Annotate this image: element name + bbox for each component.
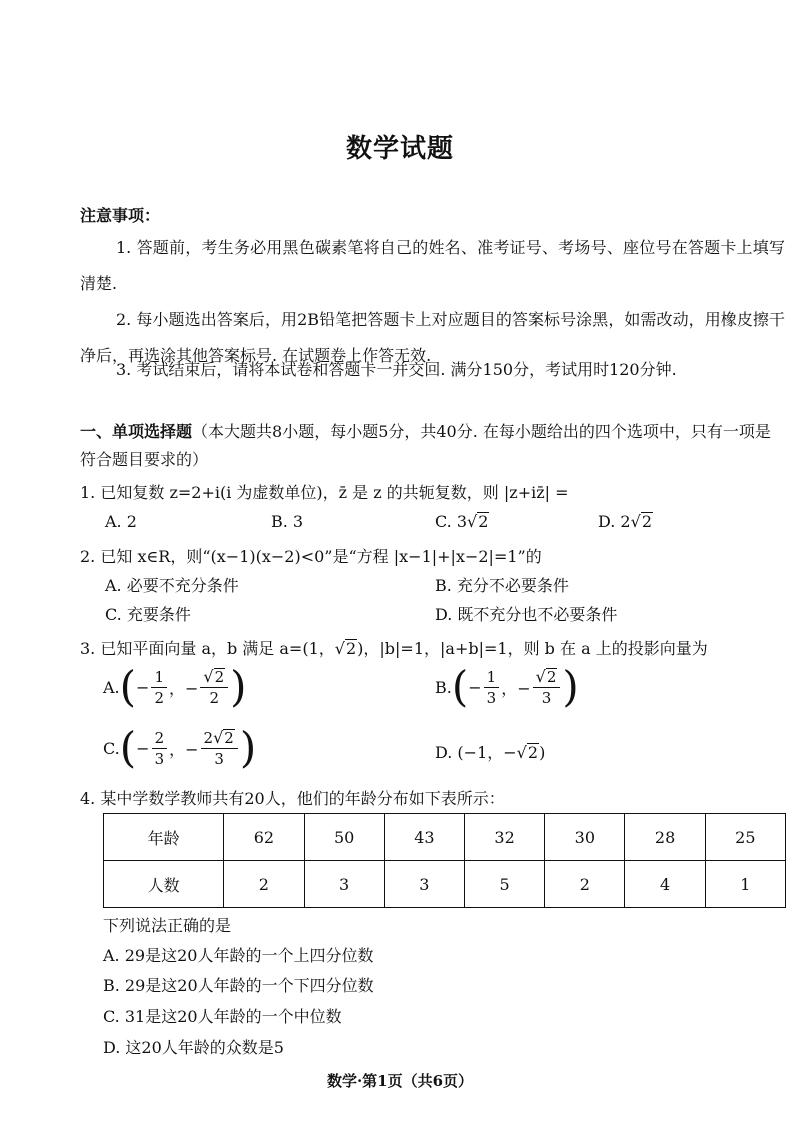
q3-option-b: B. ( − $\frac{1}{3}$ ，− $\frac{√2}{3}$ ) bbox=[435, 662, 579, 711]
sqrt-icon: √ bbox=[535, 666, 546, 686]
q3-option-d bbox=[435, 740, 545, 763]
notice-item-3: 3. 考试结束后，请将本试卷和答题卡一并交回. 满分150分，考试用时120分钟. bbox=[116, 360, 677, 379]
page-title: 数学试题 bbox=[345, 134, 454, 164]
table-cell: 32 bbox=[464, 814, 544, 861]
table-cell: 43 bbox=[384, 814, 464, 861]
q2-option-d: D. 既不充分也不必要条件 bbox=[435, 605, 618, 624]
q3-option-d-pre: D. (−1，− bbox=[435, 743, 517, 762]
section-heading bbox=[80, 418, 785, 474]
q3-option-a: A. ( − $\frac{1}{2}$ ，− $\frac{√2}{2}$ ) bbox=[103, 662, 247, 711]
sqrt-icon: √ bbox=[203, 666, 214, 686]
q2-option-a: A. 必要不充分条件 bbox=[105, 576, 239, 595]
table-row-label: 年龄 bbox=[104, 814, 224, 861]
q1-option-c-radicand: 2 bbox=[478, 512, 489, 531]
notice-heading: 注意事项： bbox=[80, 206, 161, 225]
right-paren-icon: ) bbox=[230, 662, 247, 711]
q3-option-c-frac2: $\frac{2√2}{3}$ bbox=[201, 729, 238, 768]
table-cell: 2 bbox=[545, 861, 625, 908]
sqrt-icon: √ bbox=[516, 743, 527, 762]
q3-option-a-frac2: $\frac{√2}{2}$ bbox=[200, 668, 228, 707]
q3-stem-post: )，|b|=1，|a+b|=1，则 b 在 a 上的投影向量为 bbox=[357, 639, 708, 658]
q1-stem: 1. 已知复数 z=2+i(i 为虚数单位)，z̄ 是 z 的共轭复数，则 |z+iz̄| = bbox=[80, 483, 569, 502]
sqrt-icon: √ bbox=[213, 727, 224, 747]
q2-option-c: C. 充要条件 bbox=[105, 605, 191, 624]
table-cell: 25 bbox=[705, 814, 785, 861]
q1-option-c-coef: C. 3 bbox=[435, 512, 468, 531]
table-cell: 50 bbox=[304, 814, 384, 861]
q2-stem: 2. 已知 x∈R，则“(x−1)(x−2)<0”是“方程 |x−1|+|x−2|=1”的 bbox=[80, 547, 542, 566]
sqrt-icon: √ bbox=[334, 639, 345, 658]
q3-option-d-post: ) bbox=[539, 743, 546, 762]
q1-option-d-radicand: 2 bbox=[641, 512, 652, 531]
q3-option-d-radicand: 2 bbox=[527, 743, 539, 762]
q4-stem: 4. 某中学数学教师共有20人，他们的年龄分布如下表所示： bbox=[80, 789, 505, 808]
notice-item-2: 2. 每小题选出答案后，用2B铅笔把答题卡上对应题目的答案标号涂黑，如需改动，用橡皮擦干净后，再选涂其他答案标号. 在试题卷上作答无效. bbox=[80, 310, 785, 365]
q3-option-b-frac2: $\frac{√2}{3}$ bbox=[533, 668, 561, 707]
q4-option-d: D. 这20人年龄的众数是5 bbox=[103, 1038, 284, 1057]
q3-option-c-label: C. bbox=[103, 738, 120, 758]
notice-item-1: 1. 答题前，考生务必用黑色碳素笔将自己的姓名、准考证号、考场号、座位号在答题卡上填写清楚. bbox=[80, 238, 785, 293]
table-cell: 1 bbox=[705, 861, 785, 908]
table-cell: 2 bbox=[224, 861, 304, 908]
q1-option-c bbox=[435, 512, 489, 531]
q4-option-b: B. 29是这20人年龄的一个下四分位数 bbox=[103, 976, 374, 995]
table-cell: 30 bbox=[545, 814, 625, 861]
table-cell: 3 bbox=[304, 861, 384, 908]
q1-option-d bbox=[598, 512, 653, 531]
q3-stem-radicand: 2 bbox=[345, 639, 357, 658]
sqrt-icon: √ bbox=[467, 512, 478, 531]
q3-option-a-frac1: $\frac{1}{2}$ bbox=[151, 668, 167, 707]
q4-option-a: A. 29是这20人年龄的一个上四分位数 bbox=[103, 946, 374, 965]
page-footer: 数学·第1页（共6页） bbox=[326, 1072, 474, 1090]
q3-option-b-frac1: $\frac{1}{3}$ bbox=[484, 668, 500, 707]
q3-stem-pre: 3. 已知平面向量 a，b 满足 a=(1， bbox=[80, 639, 335, 658]
q3-option-b-label: B. bbox=[435, 677, 452, 697]
left-paren-icon: ( bbox=[119, 723, 137, 772]
q3-option-c: C. ( − $\frac{2}{3}$ ，− $\frac{2√2}{3}$ ) bbox=[103, 723, 257, 772]
table-cell: 62 bbox=[224, 814, 304, 861]
q1-option-b: B. 3 bbox=[271, 512, 304, 531]
q4-prompt: 下列说法正确的是 bbox=[103, 916, 232, 935]
q3-stem bbox=[80, 636, 708, 659]
q3-option-a-label: A. bbox=[103, 677, 120, 697]
table-row bbox=[104, 861, 786, 908]
q3-option-c-frac1: $\frac{2}{3}$ bbox=[152, 729, 168, 768]
table-cell: 5 bbox=[464, 861, 544, 908]
left-paren-icon: ( bbox=[451, 662, 469, 711]
sqrt-icon: √ bbox=[630, 512, 641, 531]
right-paren-icon: ) bbox=[239, 723, 257, 772]
q1-option-d-coef: D. 2 bbox=[598, 512, 631, 531]
q4-option-c: C. 31是这20人年龄的一个中位数 bbox=[103, 1007, 342, 1026]
q2-option-b: B. 充分不必要条件 bbox=[435, 576, 569, 595]
table-cell: 3 bbox=[384, 861, 464, 908]
q1-option-a: A. 2 bbox=[105, 512, 137, 531]
table-row-label: 人数 bbox=[104, 861, 224, 908]
table-cell: 28 bbox=[625, 814, 705, 861]
table-row bbox=[104, 814, 786, 861]
left-paren-icon: ( bbox=[119, 662, 137, 711]
section-title: 一、单项选择题 bbox=[80, 422, 193, 441]
table-cell: 4 bbox=[625, 861, 705, 908]
section-desc: （本大题共8小题，每小题5分，共40分. 在每小题给出的四个选项中，只有一项是符合题目要求的） bbox=[80, 422, 771, 469]
age-table bbox=[103, 813, 786, 908]
right-paren-icon: ) bbox=[562, 662, 579, 711]
